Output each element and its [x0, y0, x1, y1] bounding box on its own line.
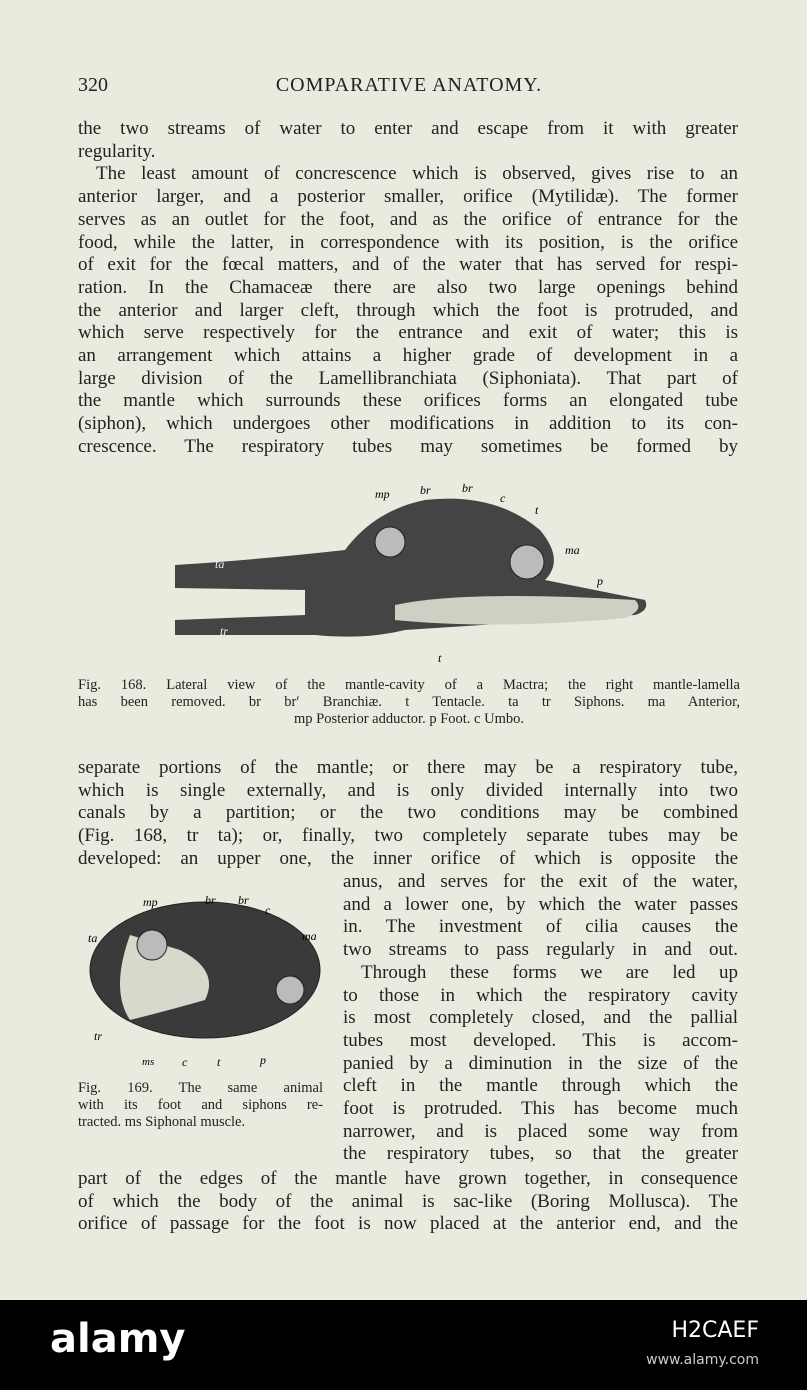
label-ta: ta: [215, 557, 225, 571]
text-line: panied by a diminution in the size of the: [343, 1052, 738, 1074]
page-number: 320: [78, 74, 108, 96]
label-ta: ta: [88, 931, 98, 945]
label-t-bottom: t: [438, 651, 442, 665]
text-line: in. The investment of cilia causes the: [343, 916, 738, 938]
label-mp: mp: [143, 895, 158, 909]
watermark-banner: [0, 1300, 807, 1390]
text-line: foot is protruded. This has become much: [343, 1098, 738, 1120]
paragraph-bottom: [78, 1168, 738, 1236]
label-ma: ma: [565, 543, 580, 557]
caption-line: has been removed. br br′ Branchiæ. t Tentacle. ta tr Siphons. ma Anterior,: [78, 694, 740, 710]
label-c: c: [265, 903, 271, 917]
text-line: regularity.: [78, 140, 156, 162]
label-br2: br: [462, 481, 473, 495]
text-line: is most completely closed, and the pallial: [343, 1007, 738, 1029]
text-line: part of the edges of the mantle have grown together, in consequence: [78, 1168, 738, 1189]
figure-168-illustration: [165, 470, 655, 670]
figure-168-caption: [78, 677, 740, 728]
label-br2: br: [238, 893, 249, 907]
caption-line: Fig. 169. The same animal: [78, 1080, 323, 1096]
paragraph-middle: [78, 757, 738, 871]
text-line: of exit for the fœcal matters, and of the water that has served for respi-: [78, 254, 738, 276]
text-line: separate portions of the mantle; or there may be a respiratory tube,: [78, 757, 738, 778]
label-ma: ma: [302, 929, 317, 943]
figure-169-caption: [78, 1080, 323, 1131]
image-id: H2CAEF: [671, 1318, 759, 1343]
label-mp: mp: [375, 487, 390, 501]
text-line: to those in which the respiratory cavity: [343, 984, 738, 1006]
caption-line: tracted. ms Siphonal muscle.: [78, 1114, 246, 1130]
text-line: developed: an upper one, the inner orifice of which is opposite the: [78, 847, 738, 869]
label-p: p: [260, 1053, 266, 1067]
anterior-adductor: [276, 976, 304, 1004]
text-line: tubes most developed. This is accom-: [343, 1029, 738, 1051]
text-line: crescence. The respiratory tubes may sometimes be formed by: [78, 435, 738, 457]
text-line: an arrangement which attains a higher grade of development in a: [78, 345, 738, 367]
label-tr: tr: [220, 624, 229, 638]
label-t: t: [535, 503, 539, 517]
text-line: anus, and serves for the exit of the water,: [343, 871, 738, 892]
text-line: and a lower one, by which the water passes: [343, 893, 738, 915]
label-br: br: [420, 483, 431, 497]
label-p: p: [597, 574, 603, 588]
text-line: (Fig. 168, tr ta); or, finally, two completely separate tubes may be: [78, 825, 738, 847]
posterior-adductor: [137, 930, 167, 960]
figure-169-illustration: [80, 890, 330, 1070]
label-br: br: [205, 893, 216, 907]
text-line: the anterior and larger cleft, through which the foot is protruded, and: [78, 299, 738, 321]
text-line: the respiratory tubes, so that the greater: [343, 1143, 738, 1165]
label-tr: tr: [94, 1029, 103, 1043]
label-t: t: [217, 1055, 221, 1069]
text-line: the two streams of water to enter and escape from it with greater: [78, 118, 738, 139]
caption-line: mp Posterior adductor. p Foot. c Umbo.: [294, 711, 524, 727]
text-line: two streams to pass regularly in and out.: [343, 939, 738, 961]
text-line: narrower, and is placed some way from: [343, 1120, 738, 1142]
anterior-adductor: [510, 545, 544, 579]
text-line: large division of the Lamellibranchiata (Siphoniata). That part of: [78, 367, 738, 389]
caption-line: with its foot and siphons re-: [78, 1097, 323, 1113]
paragraph-top: [78, 118, 738, 459]
text-line: anterior larger, and a posterior smaller, orifice (Mytilidæ). The former: [78, 186, 738, 208]
text-line: which is single externally, and is only divided internally into two: [78, 779, 738, 801]
paragraph-right: [343, 871, 738, 1166]
foot-shape: [395, 596, 638, 625]
text-line: canals by a partition; or the two conditions may be combined: [78, 802, 738, 824]
text-line: which serve respectively for the entrance and exit of water; this is: [78, 322, 738, 344]
text-line: ration. In the Chamaceæ there are also two large openings behind: [78, 276, 738, 298]
label-c2: c: [182, 1055, 188, 1069]
text-line: The least amount of concrescence which is observed, gives rise to an: [96, 163, 738, 185]
text-line: Through these forms we are led up: [361, 961, 738, 983]
label-ms: ms: [142, 1056, 155, 1068]
caption-line: Fig. 168. Lateral view of the mantle-cavity of a Mactra; the right mantle-lamella: [78, 677, 740, 693]
site-url: www.alamy.com: [646, 1352, 759, 1368]
label-c: c: [500, 491, 506, 505]
text-line: orifice of passage for the foot is now placed at the anterior end, and the: [78, 1213, 738, 1235]
text-line: the mantle which surrounds these orifices forms an elongated tube: [78, 390, 738, 412]
posterior-adductor: [375, 527, 405, 557]
alamy-logo: alamy: [50, 1316, 186, 1362]
text-line: serves as an outlet for the foot, and as the orifice of entrance for the: [78, 208, 738, 230]
text-line: (siphon), which undergoes other modifications in addition to its con-: [78, 413, 738, 435]
text-line: cleft in the mantle through which the: [343, 1075, 738, 1097]
running-title: COMPARATIVE ANATOMY.: [275, 74, 543, 96]
text-line: food, while the latter, in correspondence with its position, is the orifice: [78, 231, 738, 253]
text-line: of which the body of the animal is sac-like (Boring Mollusca). The: [78, 1190, 738, 1212]
